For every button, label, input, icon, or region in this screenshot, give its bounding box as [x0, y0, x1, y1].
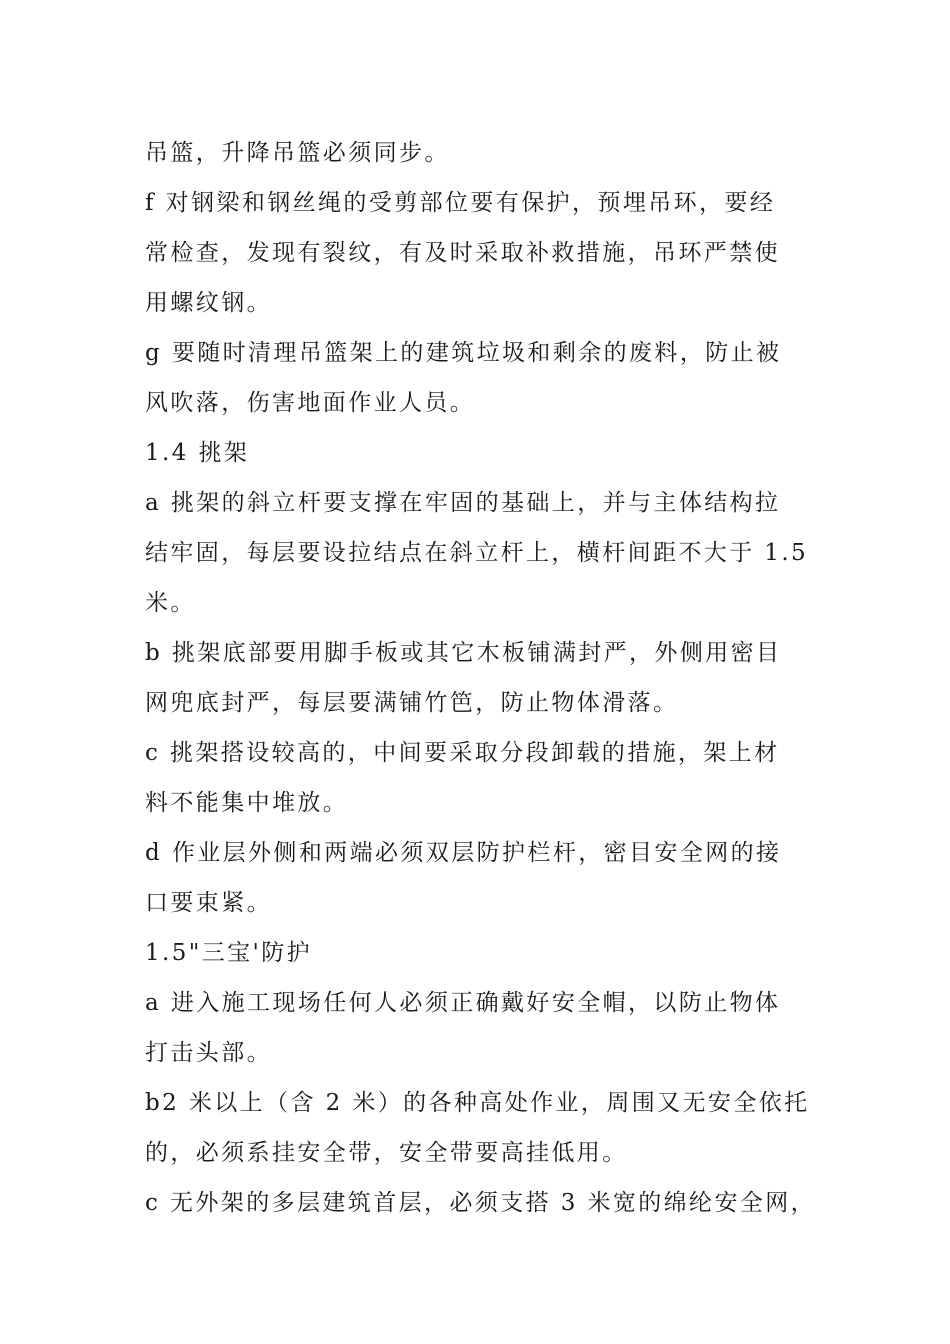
- text-line: a 挑架的斜立杆要支撑在牢固的基础上，并与主体结构拉: [145, 490, 781, 516]
- text-line: a 进入施工现场任何人必须正确戴好安全帽，以防止物体: [145, 990, 781, 1016]
- text-line: 打击头部。: [145, 1040, 272, 1066]
- text-line: c 挑架搭设较高的，中间要采取分段卸载的措施，架上材: [145, 740, 780, 766]
- section-heading: 1.4 挑架: [145, 440, 250, 466]
- body-text: [145, 128, 817, 1228]
- text-line: d 作业层外侧和两端必须双层防护栏杆，密目安全网的接: [145, 840, 782, 866]
- text-line: b2 米以上（含 2 米）的各种高处作业，周围又无安全依托: [145, 1090, 810, 1116]
- text-line: 口要束紧。: [145, 890, 272, 916]
- text-line: f 对钢梁和钢丝绳的受剪部位要有保护，预埋吊环，要经: [145, 190, 776, 216]
- text-line: 常检查，发现有裂纹，有及时采取补救措施，吊环严禁使: [145, 240, 780, 266]
- section-heading: 1.5"三宝'防护: [145, 940, 313, 966]
- text-line: 吊篮，升降吊篮必须同步。: [145, 140, 450, 166]
- text-line: 料不能集中堆放。: [145, 790, 349, 816]
- text-line: b 挑架底部要用脚手板或其它木板铺满封严，外侧用密目: [145, 640, 782, 666]
- text-line: g 要随时清理吊篮架上的建筑垃圾和剩余的废料，防止被: [145, 340, 782, 366]
- text-line: 结牢固，每层要设拉结点在斜立杆上，横杆间距不大于 1.5: [145, 540, 809, 566]
- text-line: 米。: [145, 590, 196, 616]
- text-line: 的，必须系挂安全带，安全带要高挂低用。: [145, 1140, 628, 1166]
- text-line: 用螺纹钢。: [145, 290, 272, 316]
- text-line: c 无外架的多层建筑首层，必须支搭 3 米宽的绵纶安全网，: [145, 1190, 817, 1216]
- text-line: 网兜底封严，每层要满铺竹笆，防止物体滑落。: [145, 690, 679, 716]
- text-line: 风吹落，伤害地面作业人员。: [145, 390, 476, 416]
